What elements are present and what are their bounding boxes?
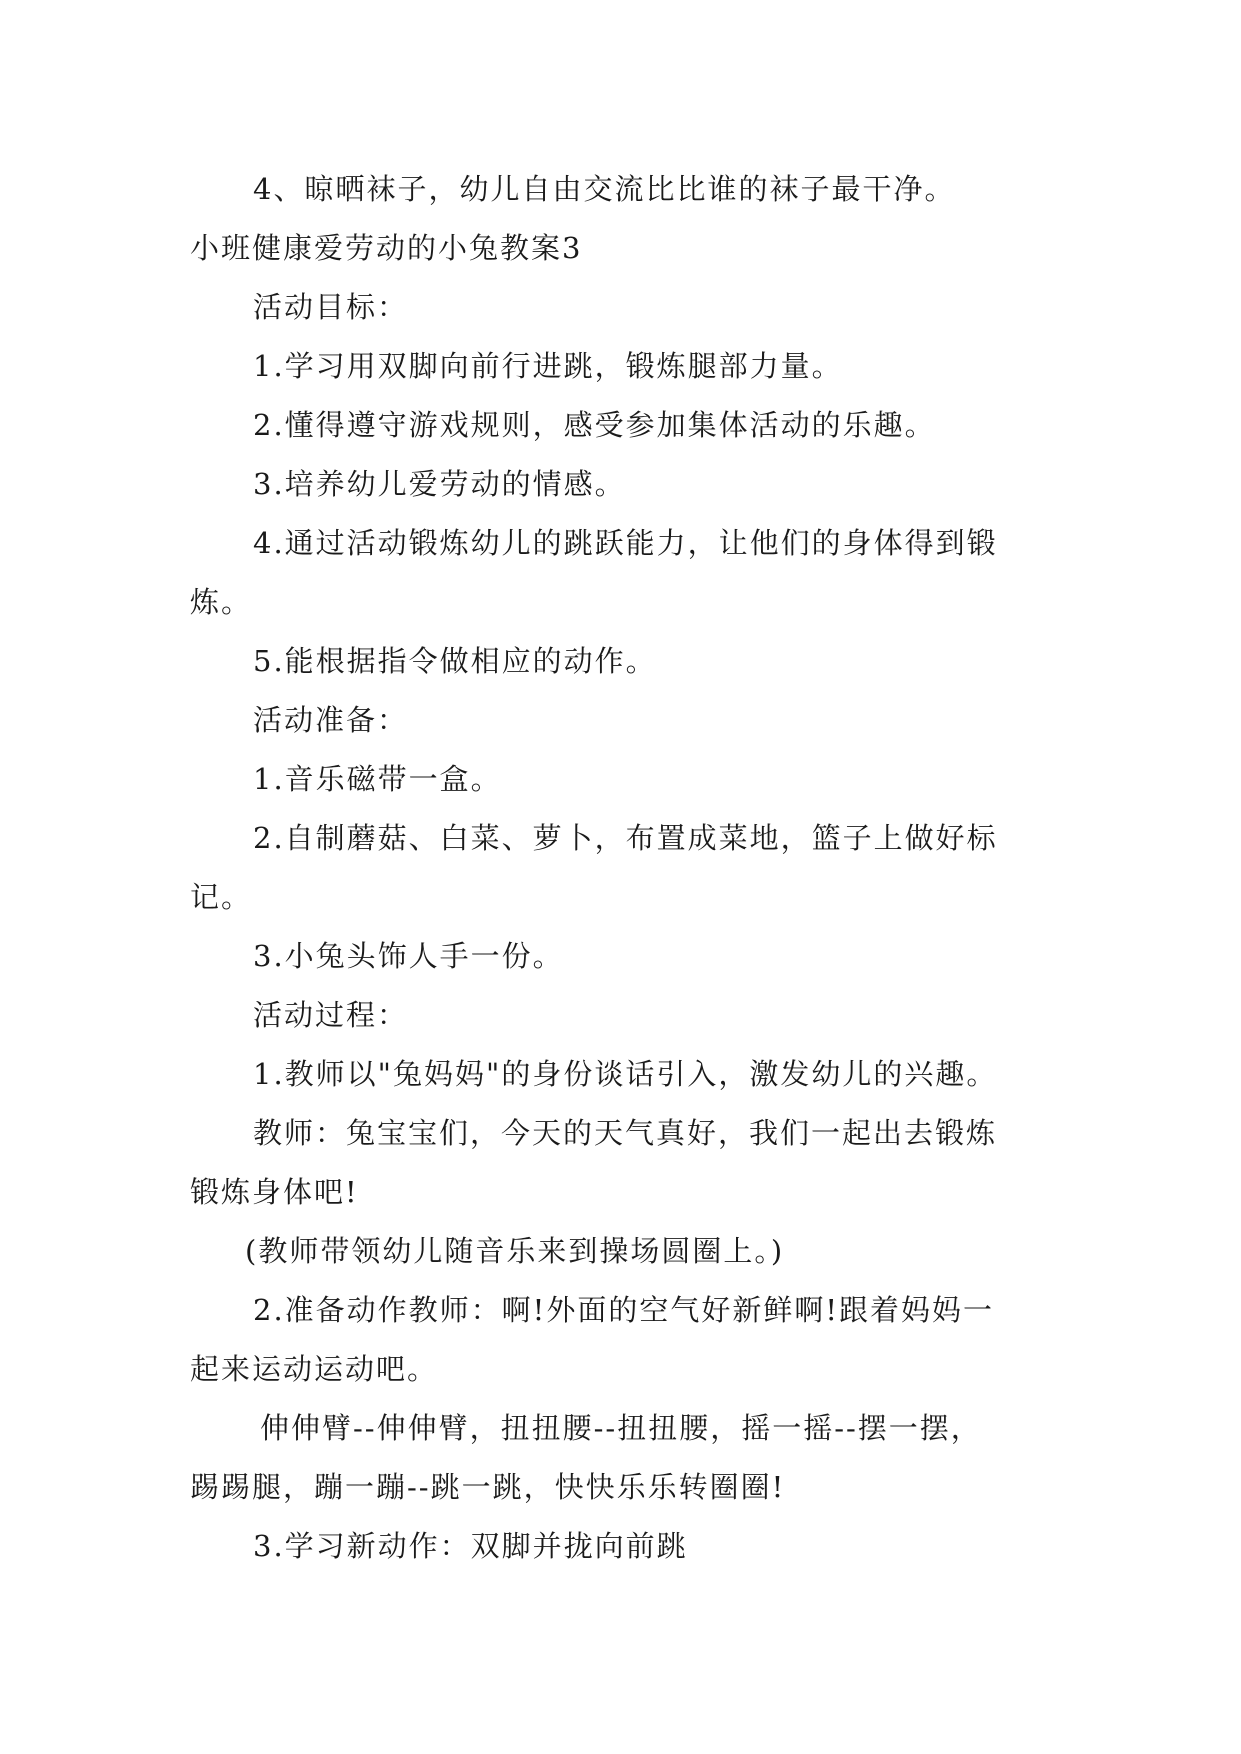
paragraph-line: 2.准备动作教师：啊!外面的空气好新鲜啊!跟着妈妈一 [253, 1293, 994, 1327]
subheading-preparation: 活动准备： [253, 703, 409, 737]
paragraph-line: 起来运动运动吧。 [190, 1352, 439, 1386]
document-body [190, 160, 1060, 1576]
section-heading: 小班健康爱劳动的小兔教案3 [190, 231, 583, 265]
paragraph-line: 2.自制蘑菇、白菜、萝卜，布置成菜地，篮子上做好标 [253, 821, 998, 855]
subheading-goals: 活动目标： [253, 290, 409, 324]
paragraph-line: 1.教师以"兔妈妈"的身份谈话引入，激发幼儿的兴趣。 [253, 1057, 998, 1091]
paragraph-line: 伸伸臂--伸伸臂，扭扭腰--扭扭腰，摇一摇--摆一摆， [260, 1411, 982, 1445]
paragraph-line: 教师：兔宝宝们，今天的天气真好，我们一起出去锻炼 [253, 1116, 998, 1150]
paragraph-line: 锻炼身体吧! [190, 1175, 359, 1209]
subheading-process: 活动过程： [253, 998, 409, 1032]
paragraph-line: (教师带领幼儿随音乐来到操场圆圈上。) [245, 1234, 785, 1268]
paragraph-line: 炼。 [190, 585, 253, 619]
paragraph-line: 1.音乐磁带一盒。 [253, 762, 502, 796]
paragraph-line: 5.能根据指令做相应的动作。 [253, 644, 657, 678]
paragraph-line: 4、晾晒袜子，幼儿自由交流比比谁的袜子最干净。 [253, 172, 956, 206]
paragraph-line: 1.学习用双脚向前行进跳，锻炼腿部力量。 [253, 349, 843, 383]
paragraph-line: 3.学习新动作：双脚并拢向前跳 [253, 1529, 688, 1563]
paragraph-line: 4.通过活动锻炼幼儿的跳跃能力，让他们的身体得到锻 [253, 526, 998, 560]
paragraph-line: 踢踢腿，蹦一蹦--跳一跳，快快乐乐转圈圈! [190, 1470, 786, 1504]
paragraph-line: 3.培养幼儿爱劳动的情感。 [253, 467, 626, 501]
paragraph-line: 2.懂得遵守游戏规则，感受参加集体活动的乐趣。 [253, 408, 936, 442]
paragraph-line: 记。 [190, 880, 253, 914]
paragraph-line: 3.小兔头饰人手一份。 [253, 939, 564, 973]
